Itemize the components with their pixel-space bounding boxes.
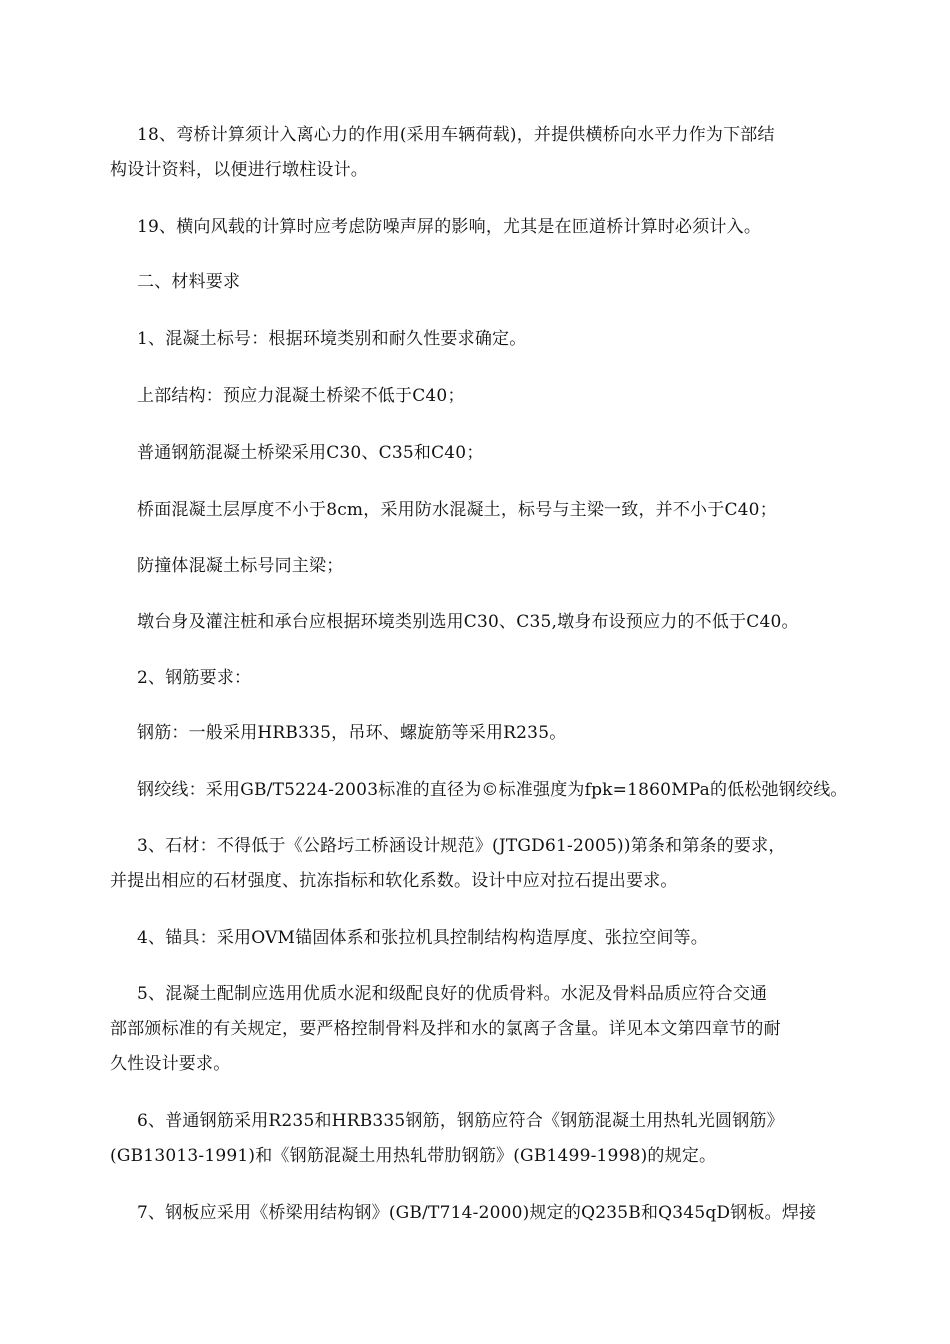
paragraph-18 xyxy=(110,118,775,188)
text-line: 防撞体混凝土标号同主梁； xyxy=(137,556,344,576)
paragraph-anchorage xyxy=(137,921,708,956)
paragraph-steel-plate xyxy=(137,1196,816,1231)
paragraph-stone xyxy=(110,829,786,899)
text-line: 5、混凝土配制应选用优质水泥和级配良好的优质骨料。水泥及骨料品质应符合交通 xyxy=(137,984,768,1004)
text-line: 部部颁标准的有关规定，要严格控制骨料及拌和水的氯离子含量。详见本文第四章节的耐 xyxy=(110,1019,781,1039)
text-line: 上部结构：预应力混凝土桥梁不低于C40； xyxy=(137,386,465,406)
text-line: 桥面混凝土层厚度不小于8cm，采用防水混凝土，标号与主梁一致，并不小于C40； xyxy=(137,500,777,520)
text-line: (GB13013-1991)和《钢筋混凝土用热轧带肋钢筋》(GB1499-1998)的规定。 xyxy=(110,1146,717,1166)
text-line: 19、横向风载的计算时应考虑防噪声屏的影响，尤其是在匝道桥计算时必须计入。 xyxy=(137,217,762,237)
text-line: 2、钢筋要求： xyxy=(137,668,252,688)
paragraph-strand xyxy=(137,773,848,808)
text-line: 1、混凝土标号：根据环境类别和耐久性要求确定。 xyxy=(137,329,527,349)
text-line: 墩台身及灌注桩和承台应根据环境类别选用C30、C35,墩身布设预应力的不低于C40。 xyxy=(137,612,799,632)
paragraph-superstructure xyxy=(137,379,465,414)
text-line: 构设计资料，以便进行墩柱设计。 xyxy=(110,160,368,180)
text-line: 久性设计要求。 xyxy=(110,1054,231,1074)
text-line: 钢筋：一般采用HRB335，吊环、螺旋筋等采用R235。 xyxy=(137,723,567,743)
text-line: 7、钢板应采用《桥梁用结构钢》(GB/T714-2000)规定的Q235B和Q345qD钢板。焊接 xyxy=(137,1203,817,1223)
paragraph-pier-concrete xyxy=(137,605,799,640)
text-line: 18、弯桥计算须计入离心力的作用(采用车辆荷载)，并提供横桥向水平力作为下部结 xyxy=(137,125,775,145)
paragraph-ordinary-rebar xyxy=(110,1104,784,1174)
paragraph-concrete-mix xyxy=(110,977,781,1082)
paragraph-rebar-requirements xyxy=(137,661,251,696)
paragraph-barrier-concrete xyxy=(137,549,343,584)
text-line: 3、石材：不得低于《公路圬工桥涵设计规范》(JTGD61-2005))第条和第条的要求， xyxy=(137,836,786,856)
text-line: 并提出相应的石材强度、抗冻指标和软化系数。设计中应对拉石提出要求。 xyxy=(110,871,678,891)
text-line: 4、锚具：采用OVM锚固体系和张拉机具控制结构构造厚度、张拉空间等。 xyxy=(137,928,708,948)
text-line: 普通钢筋混凝土桥梁采用C30、C35和C40； xyxy=(137,443,484,463)
paragraph-deck-concrete xyxy=(137,493,777,528)
paragraph-ordinary-rc xyxy=(137,436,484,471)
paragraph-19 xyxy=(137,210,761,245)
paragraph-rebar xyxy=(137,716,566,751)
paragraph-concrete-grade xyxy=(137,322,526,357)
text-line: 6、普通钢筋采用R235和HRB335钢筋，钢筋应符合《钢筋混凝土用热轧光圆钢筋》 xyxy=(137,1111,784,1131)
section-heading-materials xyxy=(137,265,240,300)
text-line: 钢绞线：采用GB/T5224-2003标准的直径为©标准强度为fpk=1860MPa的低松弛钢绞线。 xyxy=(137,780,848,800)
text-line: 二、材料要求 xyxy=(137,272,241,292)
